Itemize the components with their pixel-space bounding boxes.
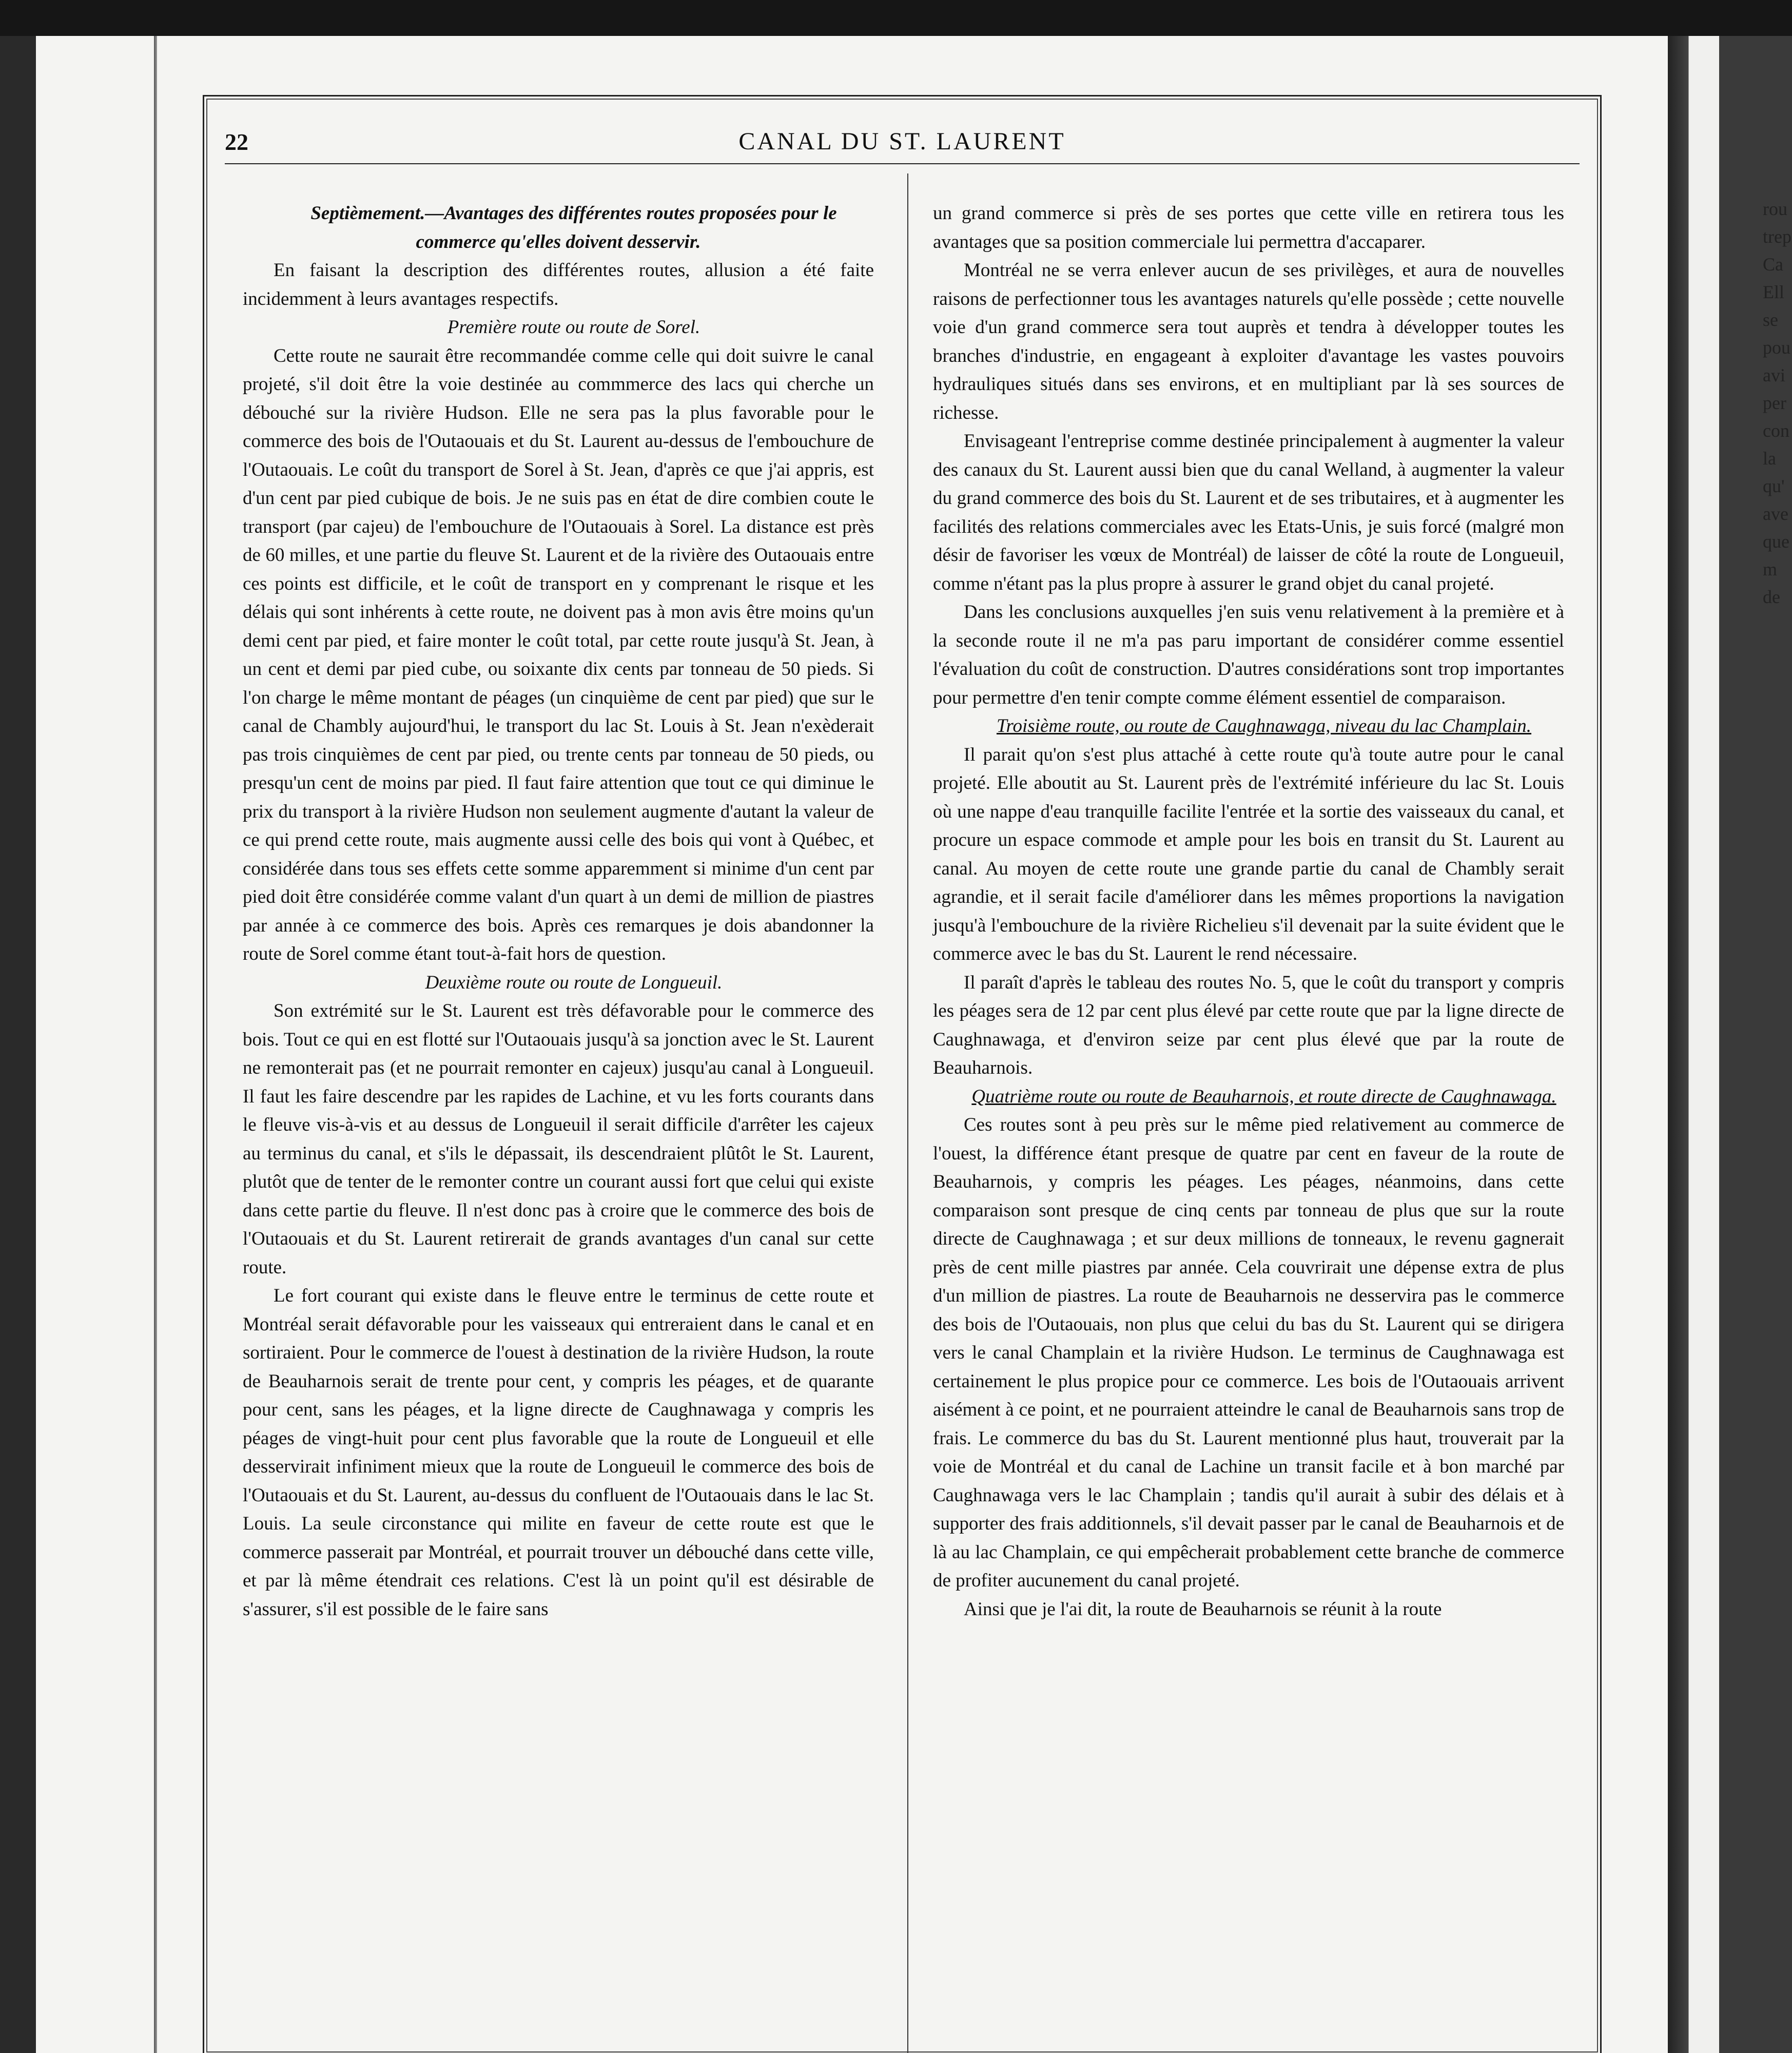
- column-divider: [907, 173, 908, 2053]
- page-frame: [203, 95, 1602, 2053]
- edge-fragment: de: [1763, 587, 1780, 607]
- continued-paragraph-1: un grand commerce si près de ses portes que cette ville en retirera tous les avantages que sa position commerciale lui permettra d'accaparer.: [933, 203, 1564, 253]
- running-title: CANAL DU ST. LAURENT: [738, 128, 1066, 155]
- edge-fragment: per: [1763, 393, 1786, 413]
- route2-paragraph-1: Son extrémité sur le St. Laurent est très défavorable pour le commerce des bois. Tout ce qui en est flotté sur l'Outaouais jusqu'à sa jonction avec le St. Laurent ne remonterait pas (et ne pourrait remonter en cajeux) jusqu'au canal à Longueuil. Il faut les faire descendre par les rapides de Lachine, et vu les forts courants dans le fleuve vis-à-vis et au dessus de Longueuil il serait difficile d'arrêter les cajeux au terminus du canal, et s'ils le dépassait, ils descendraient plûtôt le St. Laurent, plutôt que de tenter de le remonter contre un courant aussi fort que celui qui existe dans cette partie du fleuve. Il n'est donc pas à croire que le commerce des bois de l'Outaouais et du St. Laurent retirerait de grands avantages d'un canal sur cette route.: [243, 1000, 874, 1278]
- edge-fragment: Ell: [1763, 282, 1784, 302]
- right-column: [933, 199, 1564, 2053]
- edge-fragment: con: [1763, 420, 1789, 441]
- route4-paragraph-2: Ainsi que je l'ai dit, la route de Beauharnois se réunit à la route: [964, 1598, 1442, 1620]
- edge-fragment: Ca: [1763, 254, 1783, 275]
- route3-paragraph-1: Il parait qu'on s'est plus attaché à cette route qu'à toute autre pour le canal projeté. Elle aboutit au St. Laurent près de l'extrémité inférieure du lac St. Louis où une nappe d'eau tranquille facilite l'entrée et la sortie des vaisseaux du canal, et procure un espace commode et ample pour les bois en transit du St. Laurent au canal. Au moyen de cette route une grande partie du canal de Chambly serait agrandie, et il serait facile d'améliorer dans les mêmes proportions la navigation jusqu'à l'embouchure de la rivière Richelieu s'il devenait par la suite évident que le commerce avec le bas du St. Laurent le rend nécessaire.: [933, 744, 1564, 964]
- route4-heading: Quatrième route ou route de Beauharnois, et route directe de Caughnawaga.: [971, 1086, 1556, 1107]
- route3-heading: Troisième route, ou route de Caughnawaga, niveau du lac Champlain.: [996, 715, 1532, 737]
- adjacent-page-fragments: [1763, 195, 1792, 611]
- route2-paragraph-2: Le fort courant qui existe dans le fleuve entre le terminus de cette route et Montréal serait défavorable pour les vaisseaux qui entreraient dans le canal et en sortiraient. Pour le commerce de l'ouest à destination de la rivière Hudson, la route de Beauharnois serait de trente pour cent, y compris les péages, et de quarante pour cent, sans les péages, et la ligne directe de Caughnawaga y compris les péages de vingt-huit pour cent plus favorable que la route de Longueuil et elle desservirait infiniment mieux que la route de Longueuil le commerce des bois de l'Outaouais et du St. Laurent, au-dessus du confluent de l'Outaouais dans le lac St. Louis. La seule circonstance qui milite en faveur de cette route est que le commerce passerait par Montréal, et pourrait trouver un débouché dans cette ville, et par là même étendrait ces relations. C'est là un point qu'il est désirable de s'assurer, s'il est possible de le faire sans: [243, 1285, 874, 1620]
- route2-heading: Deuxième route ou route de Longueuil.: [425, 972, 723, 993]
- continued-paragraph-2: Montréal ne se verra enlever aucun de ses privilèges, et aura de nouvelles raisons de perfectionner tous les avantages naturels qu'elle possède ; cette nouvelle voie d'un grand commerce sera tout auprès et tendra à développer toutes les branches d'industrie, en engageant à exploiter d'avantage les vastes pouvoirs hydrauliques situés dans ses environs, et en multipliant par là ses sources de richesse.: [933, 260, 1564, 423]
- continued-paragraph-3: Envisageant l'entreprise comme destinée principalement à augmenter la valeur des canaux du St. Laurent aussi bien que du canal Welland, à augmenter la valeur du grand commerce des bois du St. Laurent et de ses tributaires, et à augmenter les facilités des relations commerciales avec les Etats-Unis, je suis forcé (malgré mon désir de favoriser les vœux de Montréal) de laisser de côté la route de Longueuil, comme n'étant pas la plus propre à assurer le grand objet du canal projeté.: [933, 431, 1564, 594]
- page-header: [225, 117, 1580, 164]
- edge-fragment: trep: [1763, 226, 1791, 247]
- edge-fragment: avi: [1763, 365, 1785, 385]
- route1-heading: Première route ou route de Sorel.: [447, 317, 700, 338]
- next-page-edge: [1668, 36, 1719, 2053]
- edge-fragment: la: [1763, 448, 1776, 469]
- intro-paragraph: En faisant la description des différentes routes, allusion a été faite incidemment à leurs avantages respectifs.: [243, 260, 874, 309]
- edge-fragment: se: [1763, 309, 1778, 330]
- edge-fragment: rou: [1763, 199, 1787, 219]
- edge-fragment: ave: [1763, 503, 1788, 524]
- scan-top-border: [0, 0, 1792, 36]
- edge-fragment: m: [1763, 559, 1778, 579]
- continued-paragraph-4: Dans les conclusions auxquelles j'en suis venu relativement à la première et à la seconde route il ne m'a pas paru important de considérer comme essentiel l'évaluation du coût de construction. D'autres considérations sont trop importantes pour permettre d'en tenir compte comme élément essentiel de comparaison.: [933, 602, 1564, 708]
- edge-fragment: qu': [1763, 476, 1785, 496]
- edge-fragment: que: [1763, 531, 1789, 552]
- binding-rule: [154, 36, 157, 2053]
- scanned-page: [36, 36, 1719, 2053]
- route4-paragraph-1: Ces routes sont à peu près sur le même pied relativement au commerce de l'ouest, la différence étant presque de quatre par cent en faveur de la route de Beauharnois, y compris les péages. Les péages, néanmoins, dans cette comparaison sont presque de cinq cents par tonneau de plus que sur la route directe de Caughnawaga ; et sur deux millions de tonneaux, le revenu gagnerait près de cent mille piastres par année. Cela couvrirait une dépense extra de plus d'un million de piastres. La route de Beauharnois ne desservira pas le commerce des bois de l'Outaouais, non plus que celui du bas du St. Laurent qui se dirigera vers le canal Champlain et la rivière Hudson. Le terminus de Caughnawaga est certainement le plus propice pour ce commerce. Les bois de l'Outaouais arrivent aisément à ce point, et ne pourraient atteindre le canal de Beauharnois sans trop de frais. Le commerce du bas du St. Laurent mentionné plus haut, trouverait par la voie de Montréal et du canal de Lachine un transit facile et à bon marché par Caughnawaga vers le lac Champlain ; tandis qu'il aurait à subir des délais et à supporter des frais additionnels, s'il devait passer par le canal de Beauharnois et de là au lac Champlain, ce qui empêcherait probablement cette branche de commerce de profiter aucunement du canal projeté.: [933, 1114, 1564, 1591]
- edge-fragment: pou: [1763, 337, 1790, 358]
- route3-paragraph-2: Il paraît d'après le tableau des routes No. 5, que le coût du transport y compris les péages sera de 12 par cent plus élevé par cette route que par la ligne directe de Caughnawaga, et d'environ seize par cent plus élevé que par la route de Beauharnois.: [933, 972, 1564, 1078]
- route1-paragraph: Cette route ne saurait être recommandée comme celle qui doit suivre le canal projeté, s'il doit être la voie destinée au commmerce des lacs qui cherche un débouché sur la rivière Hudson. Elle ne sera pas la plus favorable pour le commerce des bois de l'Outaouais et du St. Laurent au-dessus de l'embouchure de l'Outaouais. Le coût du transport de Sorel à St. Jean, d'après ce que j'ai appris, est d'un cent par pied cubique de bois. Je ne suis pas en état de dire combien coute le transport (par cajeu) de l'embouchure de l'Outaouais à Sorel. La distance est près de 60 milles, et une partie du fleuve St. Laurent et de la rivière des Outaouais entre ces points est difficile, et le coût de transport en y comprenant le risque et les délais qui sont inhérents à cette route, ne doivent pas à mon avis être moins qu'un demi cent par pied, et faire monter le coût total, par cette route jusqu'à St. Jean, à un cent et demi par pied cube, ou soixante dix cents par tonneau de 50 pieds. Si l'on charge le même montant de péages (un cinquième de cent par pied) que sur le canal de Chambly aujourd'hui, le transport du lac St. Louis à St. Jean n'exèderait pas trois cinquièmes de cent par pied, ou trente cents par tonneau de 50 pieds, ou presqu'un cent de moins par pied. Il faut faire attention que tout ce qui diminue le prix du transport à la rivière Hudson non seulement augmente d'autant la valeur de ce qui prend cette route, mais augmente aussi celle des bois qui vont à Québec, et considérée dans tous ses effets cette somme apparemment si minime d'un cent par pied doit être considérée comme valant d'un quart à un demi de million de piastres par année à ce commerce des bois. Après ces remarques je dois abandonner la route de Sorel comme étant tout-à-fait hors de question.: [243, 345, 874, 964]
- scan-binding-shadow: [0, 36, 36, 2053]
- page-number: 22: [225, 129, 248, 155]
- section-heading: Septièmement.—Avantages des différentes routes proposées pour le commerce qu'elles doivent desservir.: [310, 203, 837, 253]
- left-column: [243, 199, 874, 2053]
